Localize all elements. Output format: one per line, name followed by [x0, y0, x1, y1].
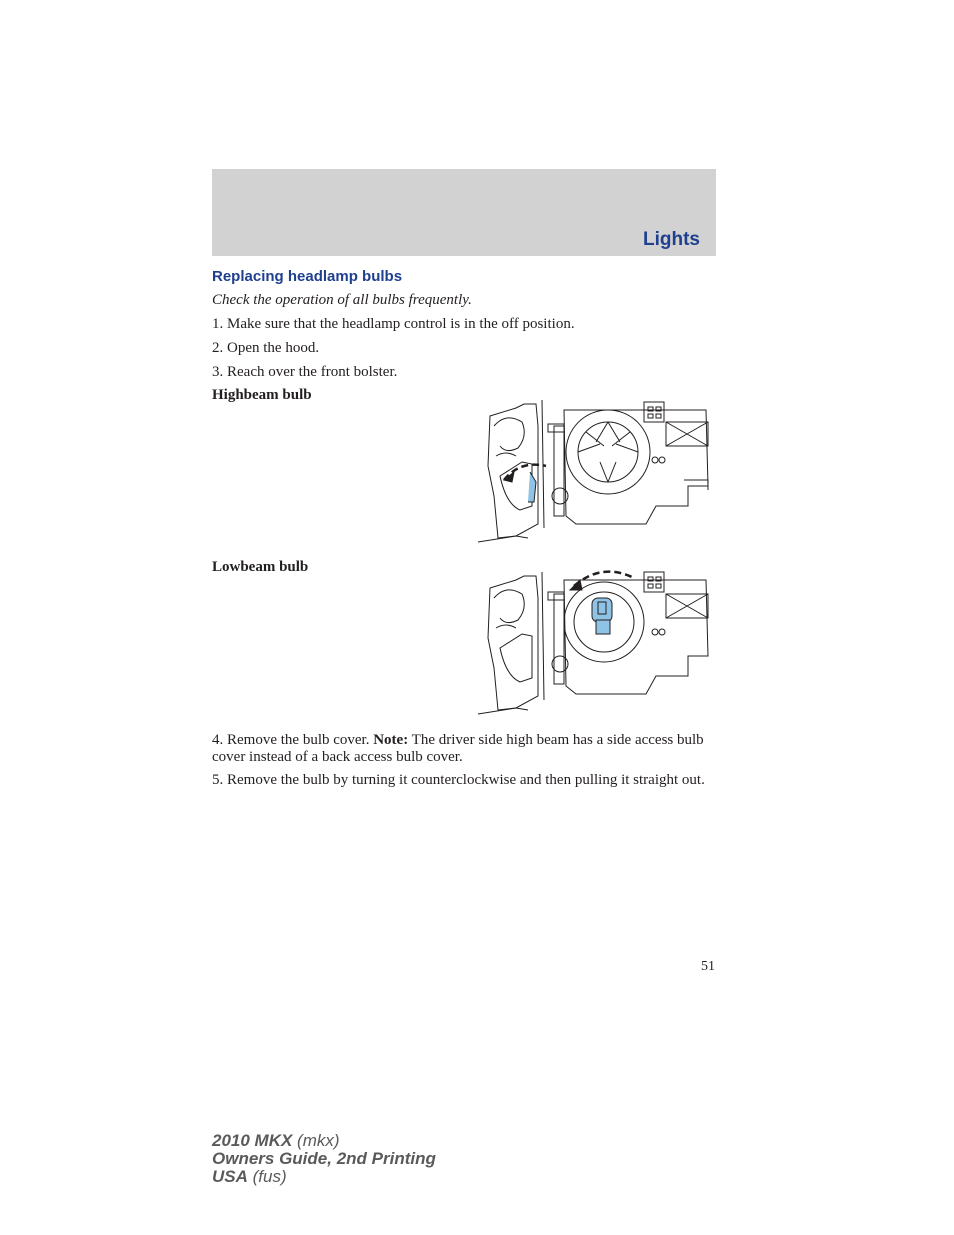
step-3: 3. Reach over the front bolster. — [212, 364, 398, 380]
step-1: 1. Make sure that the headlamp control is in the off position. — [212, 316, 575, 332]
page-number: 51 — [701, 959, 715, 974]
footer-market-line — [212, 1168, 436, 1186]
footer-guide: Owners Guide, 2nd Printing — [212, 1149, 436, 1168]
footer-market-code: (fus) — [247, 1167, 287, 1186]
section-heading: Replacing headlamp bulbs — [212, 268, 403, 285]
footer-model: 2010 MKX — [212, 1131, 293, 1150]
step-4 — [212, 732, 716, 766]
lowbeam-label: Lowbeam bulb — [212, 559, 309, 575]
lowbeam-illustration — [476, 568, 716, 718]
highbeam-label: Highbeam bulb — [212, 387, 312, 403]
chapter-title: Lights — [643, 229, 700, 250]
step-2: 2. Open the hood. — [212, 340, 320, 356]
chapter-header-band — [212, 169, 716, 256]
footer-model-code: (mkx) — [292, 1131, 340, 1150]
step-4-prefix: 4. Remove the bulb cover. — [212, 732, 374, 748]
step-4-suffix: The driver side high beam has a side access bulb cover instead of a back access bulb cover. — [212, 732, 704, 765]
footer-market: USA — [212, 1167, 248, 1186]
footer-model-line — [212, 1132, 436, 1150]
intro-note: Check the operation of all bulbs frequently. — [212, 292, 472, 308]
document-footer — [212, 1132, 436, 1186]
footer-guide-line — [212, 1150, 436, 1168]
step-5: 5. Remove the bulb by turning it counterclockwise and then pulling it straight out. — [212, 772, 705, 788]
step-4-note-label: Note: — [373, 732, 409, 748]
highbeam-illustration — [476, 396, 716, 546]
